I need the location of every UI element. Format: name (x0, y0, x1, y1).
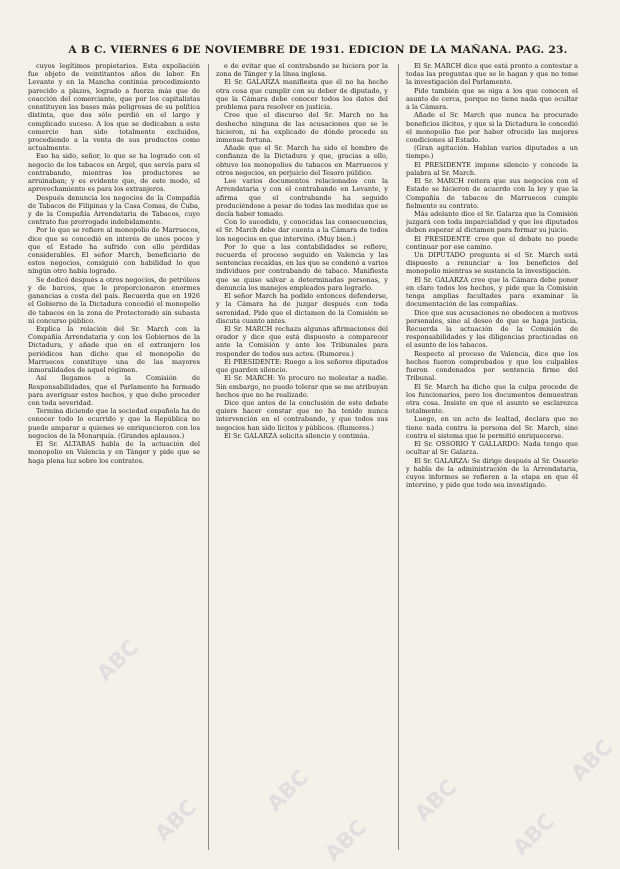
article-paragraph: Añade que el Sr. March ha sido el hombre de confianza de la Dictadura y que, gracias a ello, obtuvo los monopolios de tabacos en Marruecos y otros negocios, en perjuicio del Tesoro público. (216, 144, 388, 177)
watermark-logo: ABC (262, 765, 314, 816)
article-paragraph: Por lo que se refiere al monopolio de Marruecos, dice que se concedió en interés de unos pocos y que el Estado ha sufrido con ello pérdidas considerables. El señor March, beneficiario de estos negocios, consiguió con habilidad lo que ningún otro había logrado. (28, 226, 200, 276)
article-paragraph: Así llegamos a la Comisión de Responsabilidades, que el Parlamento ha formado para averiguar estos hechos, y que debe proceder con toda severidad. (28, 374, 200, 407)
article-paragraph: Añade el Sr. March que nunca ha procurado beneficios ilícitos, y que si la Dictadura le concedió el monopolio fue por haber ofrecido las mejores condiciones al Estado. (406, 111, 578, 144)
article-column-1 (28, 62, 200, 852)
article-paragraph: El Sr. MARCH dice que está pronto a contestar a todas las preguntas que se le hagan y que no teme la investigación del Parlamento. (406, 62, 578, 87)
article-paragraph: El Sr. GALARZA solicita silencio y continúa. (224, 431, 370, 440)
article-paragraph: Luego, en un acto de lealtad, declara que no tiene nada contra la persona del Sr. March, sino contra el sistema que le permitió enriquecerse. (406, 415, 578, 440)
watermark-logo: ABC (410, 775, 462, 826)
article-paragraph: Un DIPUTADO pregunta si el Sr. March está dispuesto a renunciar a los beneficios del monopolio mientras se sustancia la investigación. (406, 251, 578, 276)
watermark-logo: ABC (92, 635, 144, 686)
article-paragraph: El Sr. GALARZA cree que la Cámara debe poner en claro todos los hechos, y pide que la Comisión tenga amplias facultades para examinar la documentación de las compañías. (406, 275, 578, 309)
article-paragraph: Lee varios documentos relacionados con la Arrendataria y con el contrabando en Levante, y afirma que el contrabando ha seguido produciéndose a pesar de todas las medidas que se decía haber tomado. (216, 177, 388, 218)
column-divider-1 (208, 64, 209, 850)
article-paragraph: El PRESIDENTE impone silencio y concede la palabra al Sr. March. (406, 160, 578, 177)
article-paragraph: El Sr. ALTABAS habla de la actuación del monopolio en Valencia y en Tánger y pide que se haga plena luz sobre los contratos. (28, 440, 200, 465)
article-paragraph: El Sr. MARCH reitera que sus negocios con el Estado se hicieron de acuerdo con la ley y que la Compañía de tabacos de Marruecos cumple fielmente su contrato. (406, 177, 578, 210)
article-paragraph: El Sr. MARCH rechaza algunas afirmaciones del orador y dice que está dispuesto a comparecer ante la Comisión y ante los Tribunales para responder de todos sus actos. (Rumores.) (216, 325, 388, 358)
watermark-logo: ABC (508, 809, 560, 860)
article-paragraph: Por lo que a las contabilidades se refiere, recuerda el proceso seguido en Valencia y las sentencias recaídas, en las que se condenó a varios individuos por contrabando de tabaco. Manifiesta que se quiso salvar a determinadas personas, y denuncia los manejos empleados para lograrlo. (216, 242, 388, 292)
watermark-logo: ABC (566, 735, 618, 786)
article-paragraph: El PRESIDENTE: Ruego a los señores diputados que guarden silencio. (216, 357, 388, 375)
article-paragraph: El Sr. GALARZA: Se dirige después al Sr. Ossorio y habla de la administración de la Arrendataria, cuyos informes se refieren a la etapa en que él intervino, y pide que todo sea investigado. (406, 456, 578, 490)
article-paragraph: El PRESIDENTE cree que el debate no puede continuar por ese camino. (406, 234, 578, 251)
article-paragraph: (Gran agitación. Hablan varios diputados a un tiempo.) (406, 144, 578, 161)
watermark-logo: ABC (150, 795, 202, 846)
article-paragraph: El Sr. March ha dicho que la culpa procede de los funcionarios, pero los documentos demuestran otra cosa. Insiste en que el asunto se esclarezca totalmente. (406, 382, 578, 416)
article-column-2 (216, 62, 388, 852)
article-paragraph: Explica la relación del Sr. March con la Compañía Arrendataria y con los Gobiernos de la Dictadura, y añade que en el extranjero los periódicos han dicho que el monopolio de Marruecos constituye una de las mayores inmoralidades de aquel régimen. (28, 325, 200, 375)
article-paragraph: Cree que el discurso del Sr. March no ha deshecho ninguna de las acusaciones que se le hicieron, ni ha explicado de dónde procede su inmensa fortuna. (216, 111, 388, 144)
article-paragraph: Después denuncia los negocios de la Compañía de Tabacos de Filipinas y la Casa Comas, de Cuba, y de la Compañía Arrendataria de Tabacos, cuyo contrato fue prorrogado indebidamente. (28, 193, 200, 227)
column-divider-2 (398, 64, 399, 850)
article-paragraph: El Sr. MARCH: Yo procuro no molestar a nadie. Sin embargo, no puedo tolerar que se me atribuyan hechos que no he realizado. (216, 374, 388, 399)
article-paragraph: El Sr. GALARZA manifiesta que él no ha hecho otra cosa que cumplir con su deber de diputado, y que la Cámara debe conocer todos los datos del problema para resolver en justicia. (216, 78, 388, 112)
article-paragraph: Con lo sucedido, y conocidas las consecuencias, el Sr. March debe dar cuenta a la Cámara de todos los negocios en que intervino. (Muy bien.) (216, 218, 388, 243)
article-paragraph: Se dedicó después a otros negocios, de petróleos y de barcos, que le proporcionaron enormes ganancias a costa del país. Recuerda que en 1926 el Gobierno de la Dictadura concedió el monopolio de tabacos en la zona de Protectorado sin subasta ni concurso público. (28, 275, 200, 325)
article-paragraph: Termina diciendo que la sociedad española ha de conocer todo lo ocurrido y que la República no puede amparar a quienes se enriquecieron con los negocios de la Monarquía. (Grandes aplausos.) (28, 407, 200, 440)
article-paragraph: Más adelante dice el Sr. Galarza que la Comisión juzgará con toda imparcialidad y que los diputados deben esperar al dictamen para formar su juicio. (406, 209, 578, 235)
article-paragraph: Dice que sus acusaciones no obedecen a motivos personales, sino al deseo de que se haga justicia. Recuerda la actuación de la Comisión de responsabilidades y las diligencias practicadas en el asunto de los tabacos. (406, 308, 578, 350)
article-paragraph: Respecto al proceso de Valencia, dice que los hechos fueron comprobados y que los culpables fueron condenados por sentencia firme del Tribunal. (406, 349, 578, 383)
article-paragraph: cuyos legítimos propietarios. Esta expoliación fue objeto de veintitantos años de labor. En Levante y en la Mancha continúa procedimiento parecido a plazos, logrado a fuerza más que de coacción del comerciante, que por los capitalistas constituyen las bases más peligrosas de su política distinta, que dos sólo perdió en el largo y complicado suceso. A los que se dedicaban a este comercio han sido totalmente excluidos, procediendo a la venta de sus productos como actualmente. (28, 62, 200, 153)
article-paragraph: Dice que antes de la conclusión de este debate quiere hacer constar que no ha tenido nunca intervención en el contrabando, y que todos sus negocios han sido lícitos y públicos. (Rumores.) (216, 398, 388, 432)
article-paragraph: Pide también que se oiga a los que conocen el asunto de cerca, porque no tiene nada que ocultar a la Cámara. (406, 86, 578, 112)
page-header: A B C. VIERNES 6 DE NOVIEMBRE DE 1931. EDICION DE LA MAÑANA. PAG. 23. (68, 44, 568, 56)
article-paragraph: El Sr. OSSORIO Y GALLARDO: Nada tengo que ocultar al Sr. Galarza. (406, 440, 578, 457)
article-paragraph: Eso ha sido, señor, lo que se ha logrado con el negocio de los tabacos en Argel, que servía para el contrabando, mientras los productores se arruinaban; y es evidente que, de este modo, el aprovechamiento es para los extranjeros. (28, 152, 200, 194)
article-paragraph: e de evitar que el contrabando se hiciera por la zona de Tánger y la línea inglesa. (216, 62, 388, 79)
article-column-3 (406, 62, 578, 852)
watermark-logo: ABC (320, 815, 372, 866)
article-paragraph: El señor March ha podido entonces defenderse, y la Cámara ha de juzgar después con toda serenidad. Pide que el dictamen de la Comisión se discuta cuanto antes. (216, 292, 388, 325)
